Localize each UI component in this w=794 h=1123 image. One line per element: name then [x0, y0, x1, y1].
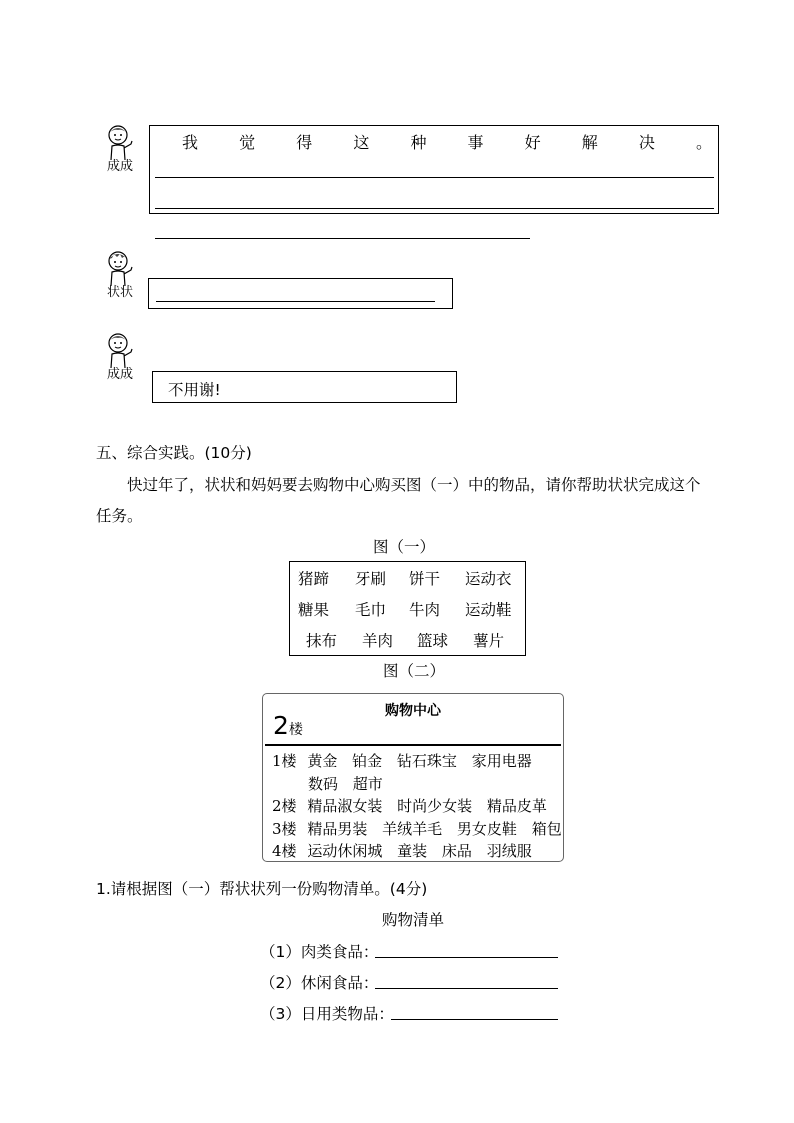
- store: 床品: [441, 842, 472, 860]
- store: 精品男装: [307, 819, 368, 838]
- char: 得: [296, 133, 313, 152]
- answer-line[interactable]: [375, 957, 558, 958]
- floor-row: [272, 840, 562, 863]
- answer-line[interactable]: [391, 1019, 558, 1020]
- store: 精品淑女装: [307, 797, 383, 815]
- store: 家用电器: [471, 752, 532, 770]
- floor-suffix: 楼: [288, 722, 303, 738]
- floor-label: 4楼: [272, 842, 297, 860]
- store: 钻石珠宝: [396, 752, 457, 770]
- answer-line[interactable]: [156, 301, 435, 302]
- char: 这: [353, 133, 370, 152]
- floor-label: 3楼: [272, 819, 297, 838]
- item: 糖果: [298, 601, 330, 619]
- floor-row: [272, 750, 562, 773]
- intro-text-line1: 快过年了，状状和妈妈要去购物中心购买图（一）中的物品，请你帮助状状完成这个: [127, 476, 701, 494]
- char: 觉: [239, 133, 256, 152]
- list-item-1: [260, 940, 378, 962]
- fig1-row: [290, 567, 525, 598]
- boy-icon: [105, 332, 135, 370]
- list-item-2: [260, 971, 378, 993]
- answer-line[interactable]: [375, 988, 558, 989]
- fig1-row: [290, 598, 525, 629]
- char: 事: [467, 133, 484, 152]
- avatar-chengcheng-1: [100, 124, 140, 174]
- store: 羽绒服: [486, 842, 532, 860]
- item: 毛巾: [355, 601, 387, 619]
- store: 铂金: [352, 752, 383, 770]
- item: 牛肉: [409, 601, 441, 619]
- avatar-chengcheng-2: [100, 332, 140, 382]
- item: 猪蹄: [298, 570, 330, 588]
- store: 运动休闲城: [307, 842, 383, 860]
- current-floor: [273, 711, 303, 740]
- char: 。: [695, 133, 712, 152]
- floor-row: [272, 818, 562, 841]
- floor-number: 2: [273, 711, 289, 740]
- figure-1-label: 图（一）: [373, 538, 436, 556]
- dialogue-box-1: [149, 125, 719, 214]
- item: 运动鞋: [465, 601, 512, 619]
- floor-row: [272, 795, 562, 818]
- dialogue-box-2: [148, 278, 453, 309]
- intro-text-line2: 任务。: [96, 507, 143, 525]
- item: 篮球: [417, 632, 449, 650]
- item: 饼干: [409, 570, 441, 588]
- char: 决: [638, 133, 655, 152]
- floor-list: [272, 750, 562, 863]
- store: 童装: [397, 842, 428, 860]
- mall-directory: [262, 693, 564, 862]
- store: 超市: [352, 774, 383, 793]
- char: 种: [410, 133, 427, 152]
- divider: [265, 744, 561, 746]
- floor-row: [272, 773, 562, 796]
- floor-label: 2楼: [272, 797, 297, 815]
- store: 时尚少女装: [397, 797, 473, 815]
- avatar-zhuangzhuang: [100, 250, 140, 300]
- char: 解: [581, 133, 598, 152]
- answer-line[interactable]: [155, 208, 714, 209]
- store: 精品皮革: [486, 797, 547, 815]
- item: 羊肉: [362, 632, 394, 650]
- item: 薯片: [473, 632, 505, 650]
- list-item-3: [260, 1002, 394, 1024]
- store: 箱包: [531, 819, 562, 838]
- floor-label: 1楼: [272, 752, 297, 770]
- question-1: 1.请根据图（一）帮状状列一份购物清单。(4分): [96, 880, 428, 898]
- answer-line[interactable]: [155, 238, 530, 239]
- figure-1-table: [289, 561, 526, 656]
- list-item-label: （3）日用类物品：: [260, 1005, 394, 1023]
- store: 黄金: [307, 752, 338, 770]
- item: 运动衣: [465, 570, 512, 588]
- figure-2-label: 图（二）: [383, 662, 446, 680]
- item: 牙刷: [355, 570, 387, 588]
- boy-icon: [105, 124, 135, 162]
- sentence-chars: [182, 130, 712, 153]
- store: 数码: [308, 774, 339, 793]
- char: 我: [182, 133, 199, 152]
- item: 抹布: [306, 632, 338, 650]
- shopping-list-title: 购物清单: [382, 911, 445, 929]
- list-item-label: （1）肉类食品：: [260, 943, 379, 961]
- store: 羊绒羊毛: [382, 819, 443, 838]
- char: 好: [524, 133, 541, 152]
- answer-line[interactable]: [155, 177, 714, 178]
- fig1-row: [290, 629, 525, 660]
- speaker-name: 成成: [106, 159, 133, 174]
- reply-text: 不用谢!: [168, 381, 221, 399]
- dialogue-box-3: [152, 371, 457, 403]
- store: 男女皮鞋: [456, 819, 517, 838]
- section-heading: 五、综合实践。(10分): [96, 444, 252, 462]
- speaker-name: 成成: [106, 367, 133, 382]
- boy-icon: [105, 250, 135, 288]
- mall-title: 购物中心: [385, 703, 441, 719]
- list-item-label: （2）休闲食品：: [260, 974, 379, 992]
- speaker-name: 状状: [106, 285, 133, 300]
